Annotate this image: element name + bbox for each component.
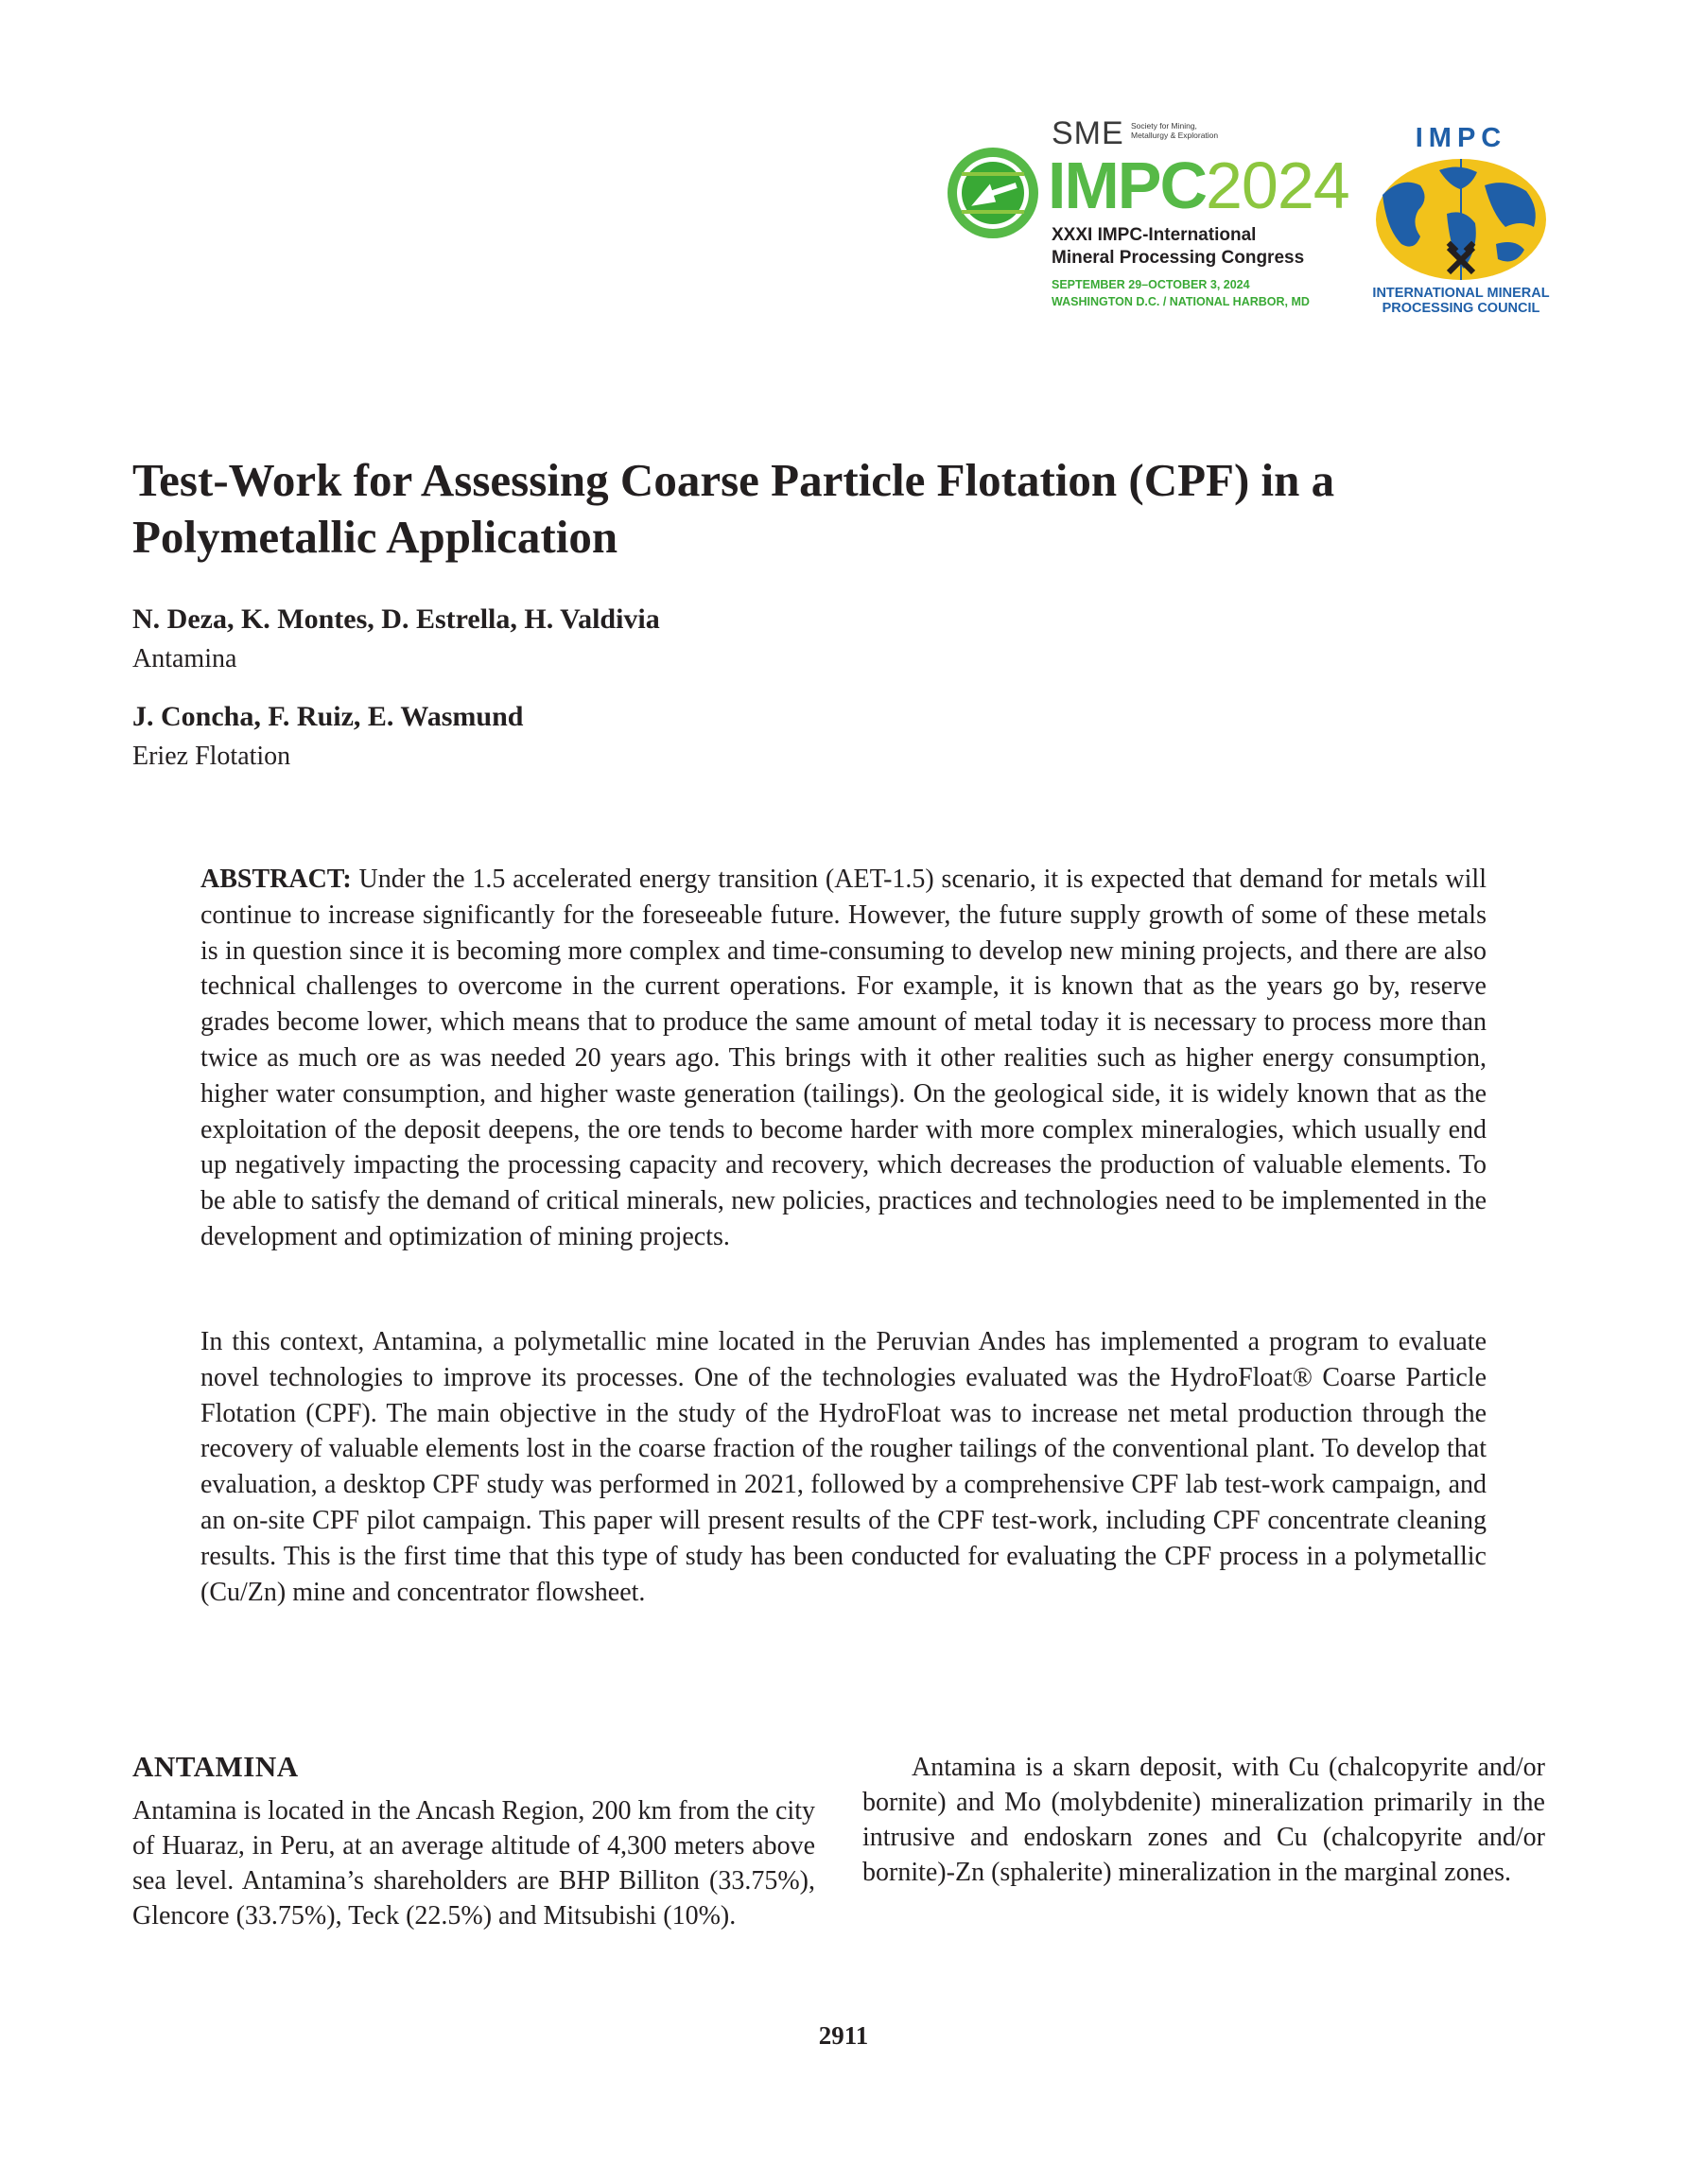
abstract-paragraph xyxy=(200,862,1487,1255)
body-paragraph-left: Antamina is located in the Ancash Region, 200 km from the city of Huaraz, in Peru, at an average altitude of 4,300 meters above sea level. Antamina’s shareholders are BHP Billiton (33.75%), Glencore (33.75%), Teck (22.5%) and Mitsubishi (10%). xyxy=(132,1796,815,1931)
impc-event-year: 2024 xyxy=(1206,149,1349,222)
impc-emblem-icon xyxy=(946,146,1040,240)
abstract-label: ABSTRACT: xyxy=(200,865,352,894)
paper-title: Test-Work for Assessing Coarse Particle Flotation (CPF) in a Polymetallic Application xyxy=(132,454,1335,563)
congress-title-line1: XXXI IMPC-International xyxy=(1052,225,1257,245)
impc-event-name xyxy=(1048,148,1349,223)
council-name-line1: INTERNATIONAL MINERAL xyxy=(1372,286,1550,301)
section-heading: ANTAMINA xyxy=(132,1750,299,1783)
author-list: N. Deza, K. Montes, D. Estrella, H. Valdivia xyxy=(132,603,660,635)
author-affiliation: Antamina xyxy=(132,644,237,673)
congress-dates: SEPTEMBER 29–OCTOBER 3, 2024 xyxy=(1052,278,1250,291)
author-list: J. Concha, F. Ruiz, E. Wasmund xyxy=(132,701,524,732)
council-name-line2: PROCESSING COUNCIL xyxy=(1382,301,1540,316)
sme-impc2024-logo xyxy=(946,115,1349,323)
globe-icon xyxy=(1373,157,1549,282)
impc-event-acronym: IMPC xyxy=(1048,149,1206,222)
abstract-paragraph: In this context, Antamina, a polymetallic mine located in the Peruvian Andes has implemented a program to evaluate novel technologies to improve its processes. One of the technologies evaluated was the HydroFloat® Coarse Particle Flotation (CPF). The main objective in the study of the HydroFloat was to increase net metal production through the recovery of valuable elements lost in the coarse fraction of the rougher tailings of the conventional plant. To develop that evaluation, a desktop CPF study was performed in 2021, followed by a comprehensive CPF lab test-work campaign, and an on-site CPF pilot campaign. This paper will present results of the CPF test-work, including CPF concentrate cleaning results. This is the first time that this type of study has been conducted for evaluating the CPF process in a polymetallic (Cu/Zn) mine and concentrator flowsheet. xyxy=(200,1327,1487,1607)
sme-society-name: Society for Mining, Metallurgy & Exploration xyxy=(1131,121,1219,140)
page-number: 2911 xyxy=(818,2021,869,2050)
abstract-text: Under the 1.5 accelerated energy transition (AET-1.5) scenario, it is expected that demand for metals will continue to increase significantly for the foreseeable future. However, the future supply growth of some of these metals is in question since it is becoming more complex and time-consuming to develop new mining projects, and there are also technical challenges to overcome in the current operations. For example, it is known that as the years go by, reserve grades become lower, which means that to produce the same amount of metal today it is necessary to process more than twice as much ore as was needed 20 years ago. This brings with it other realities such as higher energy consumption, higher water consumption, and higher waste generation (tailings). On the geological side, it is widely known that as the exploitation of the deposit deepens, the ore tends to become harder with more complex mineralogies, which usually end up negatively impacting the processing capacity and recovery, which decreases the production of valuable elements. To be able to satisfy the demand of critical minerals, new policies, practices and technologies need to be implemented in the development and optimization of mining projects. xyxy=(200,865,1487,1251)
congress-location: WASHINGTON D.C. / NATIONAL HARBOR, MD xyxy=(1052,295,1310,308)
council-acronym: IMPC xyxy=(1415,123,1507,153)
body-paragraph-right: Antamina is a skarn deposit, with Cu (chalcopyrite and/or bornite) and Mo (molybdenite) mineralization primarily in the intrusive and endoskarn zones and Cu (chalcopyrite and/or bornite)-Zn (sphalerite) mineralization in the marginal zones. xyxy=(862,1753,1545,1887)
author-affiliation: Eriez Flotation xyxy=(132,742,291,771)
impc-council-logo xyxy=(1362,123,1560,322)
congress-title-line2: Mineral Processing Congress xyxy=(1052,248,1305,268)
council-full-name xyxy=(1362,286,1560,316)
sme-acronym: SME xyxy=(1052,115,1124,151)
